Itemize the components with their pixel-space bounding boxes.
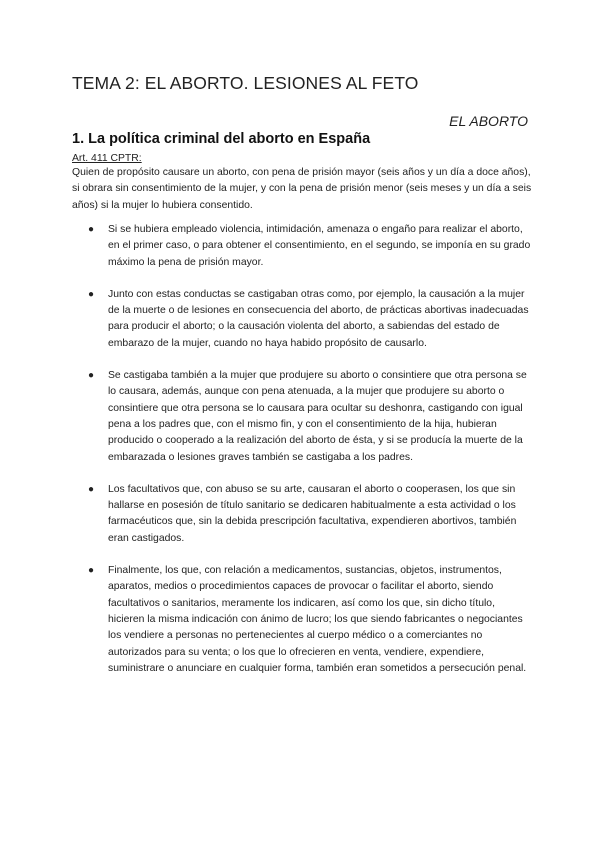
bullet-dot-icon: ● xyxy=(88,288,95,300)
bullet-list xyxy=(72,222,532,693)
bullet-text: Si se hubiera empleado violencia, intimidación, amenaza o engaño para realizar el aborto, en el primer caso, o para obtener el consentimiento, en el segundo, se imponía en su grado máximo la pena de prisión mayor. xyxy=(108,224,531,268)
bullet-text: Los facultativos que, con abuso se su arte, causaran el aborto o cooperasen, los que sin hallarse en posesión de título sanitario se dedicaren habitualmente a esta actividad o los farmacéuticos que, sin la debida prescripción facultativa, expendieren abortivos, también eran castigados. xyxy=(108,483,517,544)
bullet-text: Junto con estas conductas se castigaban otras como, por ejemplo, la causación a la mujer de la muerte o de lesiones en consecuencia del aborto, de prácticas abortivas inadecuadas para producir el aborto; o la causación violenta del aborto, a sabiendas del estado de embarazo de la mujer, cuando no haya habido propósito de causarlo. xyxy=(108,288,529,349)
bullet-item xyxy=(72,368,532,466)
bullet-item xyxy=(72,287,532,352)
bullet-text: Finalmente, los que, con relación a medicamentos, sustancias, objetos, instrumentos, aparatos, medios o procedimientos capaces de provocar o facilitar el aborto, siendo facultativos o sanitarios, meramente los indicaren, así como los que, sin dicho título, hicieren la misma indicación con ánimo de lucro; los que siendo fabricantes o negociantes los vendiere a personas no pertenecientes al cuerpo médico o a comerciantes no autorizados para su venta; o los que lo ofrecieren en venta, vendiere, expendiere, suministrare o anunciare en cualquier forma, también eran sometidos a persecución penal. xyxy=(108,565,527,674)
bullet-dot-icon: ● xyxy=(88,483,95,495)
bullet-text: Se castigaba también a la mujer que produjere su aborto o consintiere que otra persona se lo causara, además, aunque con pena atenuada, a la mujer que produjere su aborto o consintiere que otra persona se lo causara para ocultar su deshonra, castigando con igual pena a los padres que, con el mismo fin, y con el consentimiento de la hija, hubieran producido o cooperado a la realización del aborto de ésta, y si se producía la muerte de la embarazada o lesiones graves también se castigaba a los padres. xyxy=(108,370,527,463)
bullet-item xyxy=(72,482,532,547)
section-label: EL ABORTO xyxy=(449,113,528,129)
intro-paragraph: Quien de propósito causare un aborto, con pena de prisión mayor (seis años y un día a doce años), si obrara sin consentimiento de la mujer, y con la pena de prisión menor (seis meses y un día a seis años) si la mujer lo hubiera consentido. xyxy=(72,167,532,211)
article-reference: Art. 411 CPTR: xyxy=(72,153,142,164)
bullet-item xyxy=(72,563,532,677)
bullet-dot-icon: ● xyxy=(88,565,95,577)
bullet-item xyxy=(72,222,532,271)
section-heading: 1. La política criminal del aborto en España xyxy=(72,131,371,147)
bullet-dot-icon: ● xyxy=(88,224,95,235)
document-title: TEMA 2: EL ABORTO. LESIONES AL FETO xyxy=(72,73,419,93)
bullet-dot-icon: ● xyxy=(88,370,95,382)
